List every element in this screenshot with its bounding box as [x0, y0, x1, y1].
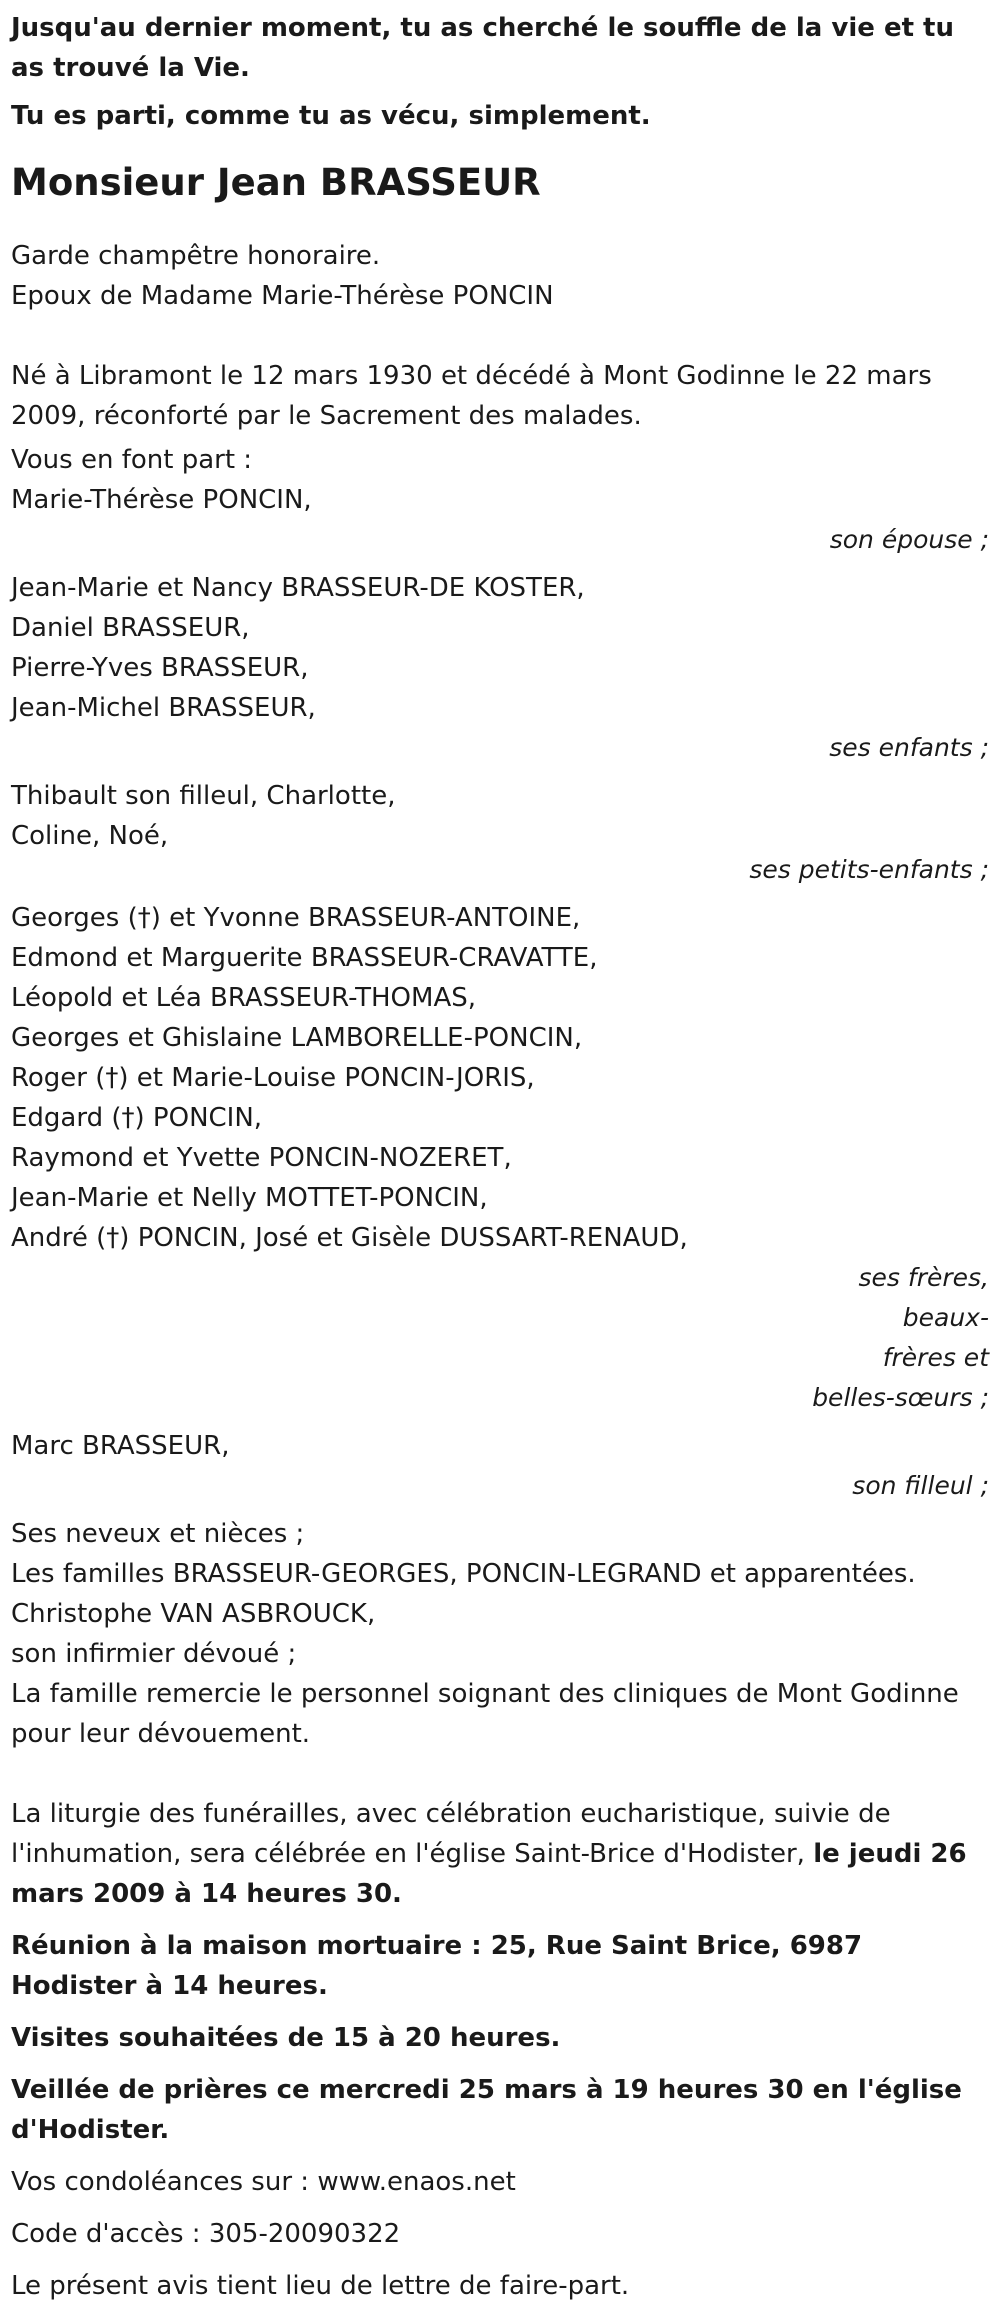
family-name-line: Marie-Thérèse PONCIN,: [11, 485, 312, 515]
family-name-line: André (†) PONCIN, José et Gisèle DUSSART-RENAUD,: [11, 1223, 688, 1253]
siblings-role-line: ses frères, beaux-: [858, 1263, 989, 1332]
deceased-name: Monsieur Jean BRASSEUR: [11, 161, 541, 204]
spouse-block: [11, 480, 989, 560]
access-code-text: Code d'accès : 305-20090322: [11, 2219, 401, 2249]
siblings-role-line: frères et: [882, 1343, 989, 1372]
vigil-text: Veillée de prières ce mercredi 25 mars à 19 heures 30 en l'église d'Hodister.: [11, 2075, 962, 2145]
family-name-line: Daniel BRASSEUR,: [11, 613, 250, 643]
titles-block: [11, 236, 989, 316]
siblings-role-line: belles-sœurs ;: [812, 1383, 989, 1412]
title-line: Epoux de Madame Marie-Thérèse PONCIN: [11, 281, 554, 311]
family-name-line: Jean-Marie et Nancy BRASSEUR-DE KOSTER,: [11, 573, 585, 603]
funeral-liturgy: La liturgie des funérailles, avec célébration eucharistique, suivie de l'inhumation, sera célébrée en l'église Saint-Brice d'Hodister,: [11, 1799, 891, 1869]
obituary-notice: [11, 8, 989, 2306]
funeral-text: [11, 1794, 989, 1914]
siblings-block: [11, 898, 989, 1418]
funeral-date: le jeudi 26 mars 2009 à 14 heures 30.: [11, 1839, 967, 1909]
condolences-text: Vos condoléances sur : www.enaos.net: [11, 2167, 516, 2197]
siblings-role: [769, 1258, 989, 1418]
family-name-line: Jean-Marie et Nelly MOTTET-PONCIN,: [11, 1183, 488, 1213]
meeting-text: Réunion à la maison mortuaire : 25, Rue Saint Brice, 6987 Hodister à 14 heures.: [11, 1931, 863, 2001]
family-name-line: Thibault son filleul, Charlotte,: [11, 781, 396, 811]
children-block: [11, 568, 989, 768]
family-name-line: Edmond et Marguerite BRASSEUR-CRAVATTE,: [11, 943, 598, 973]
announce-intro: Vous en font part :: [11, 445, 253, 475]
others-line: Ses neveux et nièces ;: [11, 1519, 305, 1549]
family-name-line: Coline, Noé,: [11, 821, 169, 851]
family-name-line: Edgard (†) PONCIN,: [11, 1103, 263, 1133]
thanks-text: La famille remercie le personnel soignant des cliniques de Mont Godinne pour leur dévouement.: [11, 1679, 959, 1749]
title-line: Garde champêtre honoraire.: [11, 241, 381, 271]
grandchildren-block: [11, 776, 989, 890]
birth-death-text: Né à Libramont le 12 mars 1930 et décédé à Mont Godinne le 22 mars 2009, réconforté par le Sacrement des malades.: [11, 361, 932, 431]
others-line: Les familles BRASSEUR-GEORGES, PONCIN-LEGRAND et apparentées.: [11, 1559, 916, 1589]
family-name-line: Marc BRASSEUR,: [11, 1431, 230, 1461]
family-name-line: Pierre-Yves BRASSEUR,: [11, 653, 309, 683]
family-name-line: Raymond et Yvette PONCIN-NOZERET,: [11, 1143, 512, 1173]
family-name-line: Jean-Michel BRASSEUR,: [11, 693, 316, 723]
others-block: [11, 1514, 989, 1674]
family-name-line: Georges et Ghislaine LAMBORELLE-PONCIN,: [11, 1023, 583, 1053]
others-line: Christophe VAN ASBROUCK,: [11, 1599, 376, 1629]
others-line: son infirmier dévoué ;: [11, 1639, 297, 1669]
family-name-line: Roger (†) et Marie-Louise PONCIN-JORIS,: [11, 1063, 535, 1093]
children-role: ses enfants ;: [829, 733, 989, 762]
spouse-role: son épouse ;: [829, 525, 989, 554]
visits-text: Visites souhaitées de 15 à 20 heures.: [11, 2023, 561, 2053]
godson-role: son filleul ;: [852, 1471, 989, 1500]
intro-line-1: Jusqu'au dernier moment, tu as cherché le souffle de la vie et tu as trouvé la Vie.: [11, 13, 954, 83]
family-name-line: Léopold et Léa BRASSEUR-THOMAS,: [11, 983, 477, 1013]
family-name-line: Georges (†) et Yvonne BRASSEUR-ANTOINE,: [11, 903, 581, 933]
intro-line-2: Tu es parti, comme tu as vécu, simplement.: [11, 101, 651, 131]
grandchildren-role: ses petits-enfants ;: [749, 855, 989, 884]
notice-text: Le présent avis tient lieu de lettre de faire-part.: [11, 2271, 630, 2301]
godson-block: [11, 1426, 989, 1506]
